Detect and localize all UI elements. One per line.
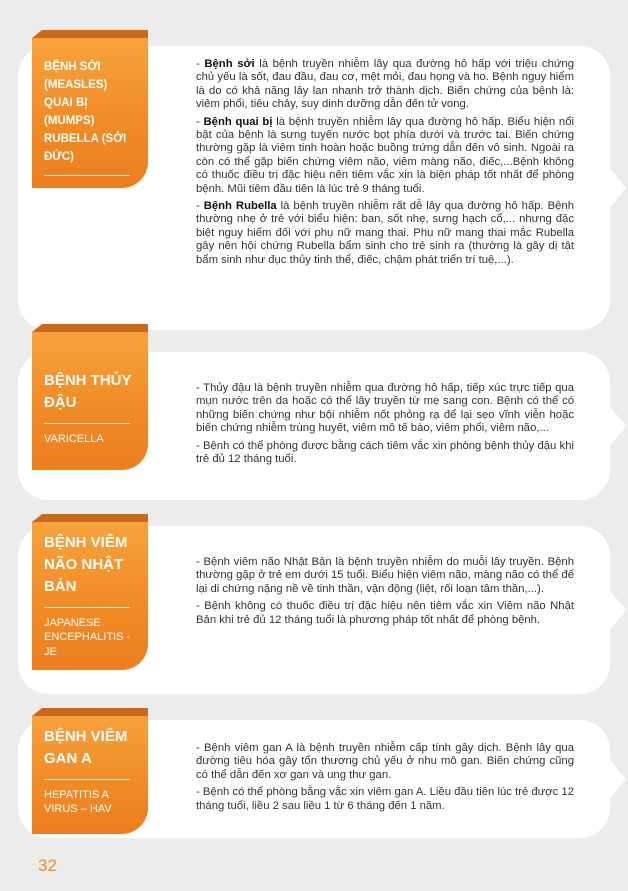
paragraph: - Bệnh không có thuốc điều trị đặc hiệu nên tiêm vắc xin Viêm não Nhật Bản khi trẻ đủ 12 tháng tuổi là phương pháp tốt nhất để phòng bệnh. (196, 600, 574, 626)
section-title: BỆNH VIÊM GAN A (44, 728, 128, 767)
paragraph: - Bệnh sởi là bệnh truyền nhiễm lây qua đường hô hấp với triệu chứng chủ yếu là sốt, đau đầu, đau cơ, mệt mỏi, đau họng và ho. Bệnh nguy hiểm là do có khả năng lây lan nhanh trở thành dịch. Biến chứng của bệnh là: viêm phổi, tiêu chảy, suy dinh dưỡng dẫn đến tử vong. (196, 58, 574, 111)
section-subtitle: VARICELLA (44, 433, 104, 445)
section-tag (32, 38, 148, 188)
section-subtitle: JAPANESE ENCEPHALITIS - JE (44, 617, 131, 658)
section-tag (32, 332, 148, 470)
divider (44, 423, 130, 424)
paragraph: - Bệnh quai bị là bệnh truyền nhiễm lây qua đường hô hấp. Biểu hiện nổi bật của bệnh là sưng tuyến nước bọt phía dưới và trước tai. Biến chứng thường gặp là viêm tinh hoàn hoặc buồng trứng dẫn đến vô sinh. Ngoài ra còn có thể gặp biến chứng viêm não, viêm màng não, điếc,...Bệnh không có thuốc điều trị đặc hiệu nên tiêm vắc xin là biện pháp tốt nhất để phòng bệnh. Mũi tiêm đầu tiên là lúc trẻ 9 tháng tuổi. (196, 115, 574, 195)
section-title: BỆNH SỞI (MEASLES) QUAI BỊ (MUMPS) RUBELLA (SỞI ĐỨC) (44, 61, 127, 163)
paragraph: - Bệnh Rubella là bệnh truyền nhiễm rất dễ lây qua đường hô hấp. Bệnh thường nhẹ ở trẻ với biểu hiện: ban, sốt nhẹ, sưng hạch cổ,... nhưng đặc biệt nguy hiểm đối với phụ nữ mang thai. Phụ nữ mang thai mắc Rubella gây nên hội chứng Rubella bẩm sinh cho trẻ sinh ra (thường là gây dị tật bẩm sinh như đục thủy tinh thể, điếc, chậm phát triển trí tuệ,...). (196, 200, 575, 266)
section-tag (32, 716, 148, 834)
divider (44, 607, 130, 608)
page-number: 32 (38, 856, 57, 875)
card-content (196, 556, 574, 631)
card-content (196, 742, 574, 817)
divider (44, 175, 130, 176)
paragraph: - Bệnh viêm gan A là bệnh truyền nhiễm cấp tính gây dịch. Bệnh lây qua đường tiêu hóa gây tổn thương chủ yếu ở nhu mô gan. Biến chứng cũng có thể dẫn đến xơ gan và ung thư gan. (196, 742, 574, 781)
section-title: BỆNH THỦY ĐẬU (44, 372, 132, 411)
divider (44, 779, 130, 780)
section-subtitle: HEPATITIS A VIRUS – HAV (44, 789, 112, 816)
paragraph: - Thủy đậu là bệnh truyền nhiễm qua đường hô hấp, tiếp xúc trực tiếp qua mụn nước trên da hoặc có thể lây truyền từ mẹ sang con. Bệnh có thể có những biến chứng như bội nhiễm nốt phỏng rạ để lại sẹo vĩnh viễn hoặc biến chứng nhiễm trùng huyết, viêm mô tế bào, viêm phổi, viêm não,... (196, 382, 574, 435)
paragraph: - Bệnh viêm não Nhật Bản là bệnh truyền nhiễm do muỗi lây truyền. Bệnh thường gặp ở trẻ em dưới 15 tuổi. Biểu hiện viêm não, màng não có thể để lại di chứng nặng nề về tinh thần, vận động (liệt, rối loạn tâm thần,...). (196, 556, 574, 595)
card-content (196, 382, 574, 470)
paragraph: - Bệnh có thể phòng bằng vắc xin viêm gan A. Liều đầu tiên lúc trẻ được 12 tháng tuổi, liều 2 sau liều 1 từ 6 tháng đến 1 năm. (196, 786, 574, 812)
paragraph: - Bệnh có thể phòng được bằng cách tiêm vắc xin phòng bệnh thủy đậu khi trẻ đủ 12 tháng tuổi. (196, 439, 574, 466)
section-title: BỆNH VIÊM NÃO NHẬT BẢN (44, 534, 128, 595)
section-tag (32, 522, 148, 670)
card-content (196, 58, 574, 271)
